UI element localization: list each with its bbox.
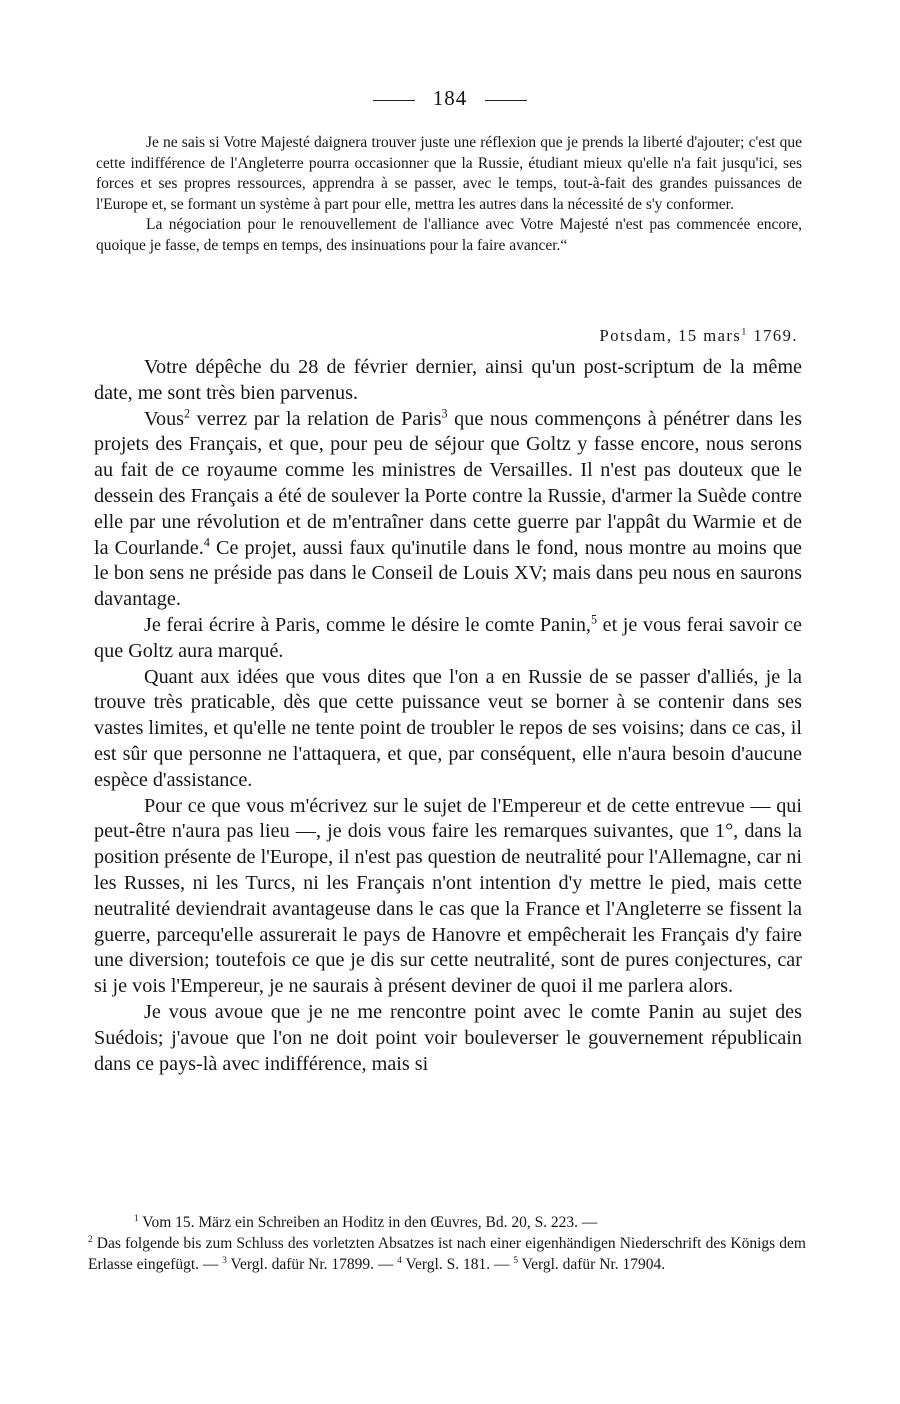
footnote-ref: 4 (203, 534, 210, 549)
body-paragraph (94, 407, 802, 613)
text-run: Ce projet, aussi faux qu'inutile dans le fond, nous montre au moins que le bon sens ne préside pas dans le Conseil de Louis XV; mais dans peu nous en saurons davantage. (94, 536, 802, 611)
text-run: Je ferai écrire à Paris, comme le désire le comte Panin, (144, 613, 591, 636)
footnote-mark: 3 (222, 1255, 227, 1266)
footnote-line (88, 1234, 806, 1276)
footnote-text: Das folgende bis zum Schluss des vorletzten Absatzes ist nach einer eigenhändigen Niederschrift des Königs dem Erlasse eingefügt. — (88, 1234, 806, 1273)
footnotes (88, 1213, 806, 1275)
dateline-place-date: Potsdam, 15 mars (599, 326, 742, 345)
quoted-letter (96, 133, 802, 257)
footnote-ref: 1 (741, 326, 748, 338)
footnote-mark: 1 (134, 1213, 139, 1224)
footnote-mark: 4 (397, 1255, 402, 1266)
page-number: 184 (432, 86, 468, 110)
body-paragraph: Pour ce que vous m'écrivez sur le sujet de l'Empereur et de cette entrevue — qui peut-être n'aura pas lieu —, je dois vous faire les remarques suivantes, que 1°, dans la position présente de l'Europe, il n'est pas question de neutralité pour l'Allemagne, car ni les Russes, ni les Turcs, ni les Français n'ont intention d'y mettre le pied, mais cette neutralité deviendrait avantageuse dans le cas que la France et l'Angleterre se fissent la guerre, parcequ'elle assurerait le pays de Hanovre et empêcherait les Français d'y faire une diversion; toutefois ce que je dis sur cette neutralité, sont de pures conjectures, car si je vois l'Empereur, je ne saurais à présent deviner de quoi il me parlera alors. (94, 794, 802, 998)
letter-body (94, 355, 802, 1077)
footnote-text: Vergl. dafür Nr. 17899. — (226, 1255, 394, 1273)
body-paragraph (94, 613, 802, 665)
footnote-line (88, 1213, 806, 1234)
header-left-rule (373, 100, 415, 101)
page-header (0, 86, 900, 111)
text-run: et je vous ferai savoir ce que Goltz aura marqué. (94, 613, 802, 662)
footnote-ref: 5 (590, 612, 598, 627)
dateline-year: 1769. (747, 326, 798, 345)
header-right-rule (485, 100, 527, 101)
quote-paragraph: La négociation pour le renouvellement de l'alliance avec Votre Majesté n'est pas commencée encore, quoique je fasse, de temps en temps, des insinuations pour la faire avancer.“ (96, 216, 802, 254)
footnote-text: Vergl. S. 181. — (401, 1255, 510, 1273)
text-run: que nous commençons à pénétrer dans les projets des Français, et que, pour peu de séjour que Goltz y fasse encore, nous serons au fait de ce royaume comme les ministres de Versailles. Il n'est pas douteux que le dessein des Français a été de soulever la Porte contre la Russie, d'armer la Suède contre elle par une révolution et de m'entraîner dans cette guerre par l'appât du Warmie et de la Courlande. (94, 407, 802, 559)
footnote-mark: 5 (513, 1255, 518, 1266)
body-paragraph: Quant aux idées que vous dites que l'on a en Russie de se passer d'alliés, je la trouve très praticable, dès que cette puissance veut se borner à se contenir dans ses vastes limites, et qu'elle ne tente point de troubler le repos de ses voisins; dans ce cas, il est sûr que personne ne l'attaquera, et que, par conséquent, elle n'aura besoin d'aucune espèce d'assistance. (94, 665, 802, 791)
body-paragraph: Votre dépêche du 28 de février dernier, ainsi qu'un post-scriptum de la même date, me sont très bien parvenus. (94, 356, 802, 404)
text-run: verrez par la relation de Paris (190, 407, 442, 430)
text-run: Vous (144, 407, 185, 430)
quote-paragraph: Je ne sais si Votre Majesté daignera trouver juste une réflexion que je prends la liberté d'ajouter; c'est que cette indifférence de l'Angleterre pourra occasionner que la Russie, étudiant mieux qu'elle n'a fait jusqu'ici, ses forces et ses propres ressources, apprendra à se passer, avec le temps, tout-à-fait des grandes puissances de l'Europe et, se formant un système à part pour elle, mettra les autres dans la nécessité de s'y conformer. (96, 134, 802, 213)
dateline (600, 326, 798, 346)
footnote-text: Vom 15. März ein Schreiben an Hoditz in den Œuvres, Bd. 20, S. 223. — (138, 1214, 598, 1231)
body-paragraph: Je vous avoue que je ne me rencontre point avec le comte Panin au sujet des Suédois; j'avoue que l'on ne doit point voir bouleverser le gouvernement républicain dans ce pays-là avec indifférence, mais si (94, 1000, 802, 1075)
footnote-ref: 3 (441, 405, 448, 420)
footnote-text: Vergl. dafür Nr. 17904. (518, 1255, 666, 1273)
footnote-ref: 2 (184, 405, 191, 420)
footnote-mark: 2 (88, 1234, 93, 1245)
